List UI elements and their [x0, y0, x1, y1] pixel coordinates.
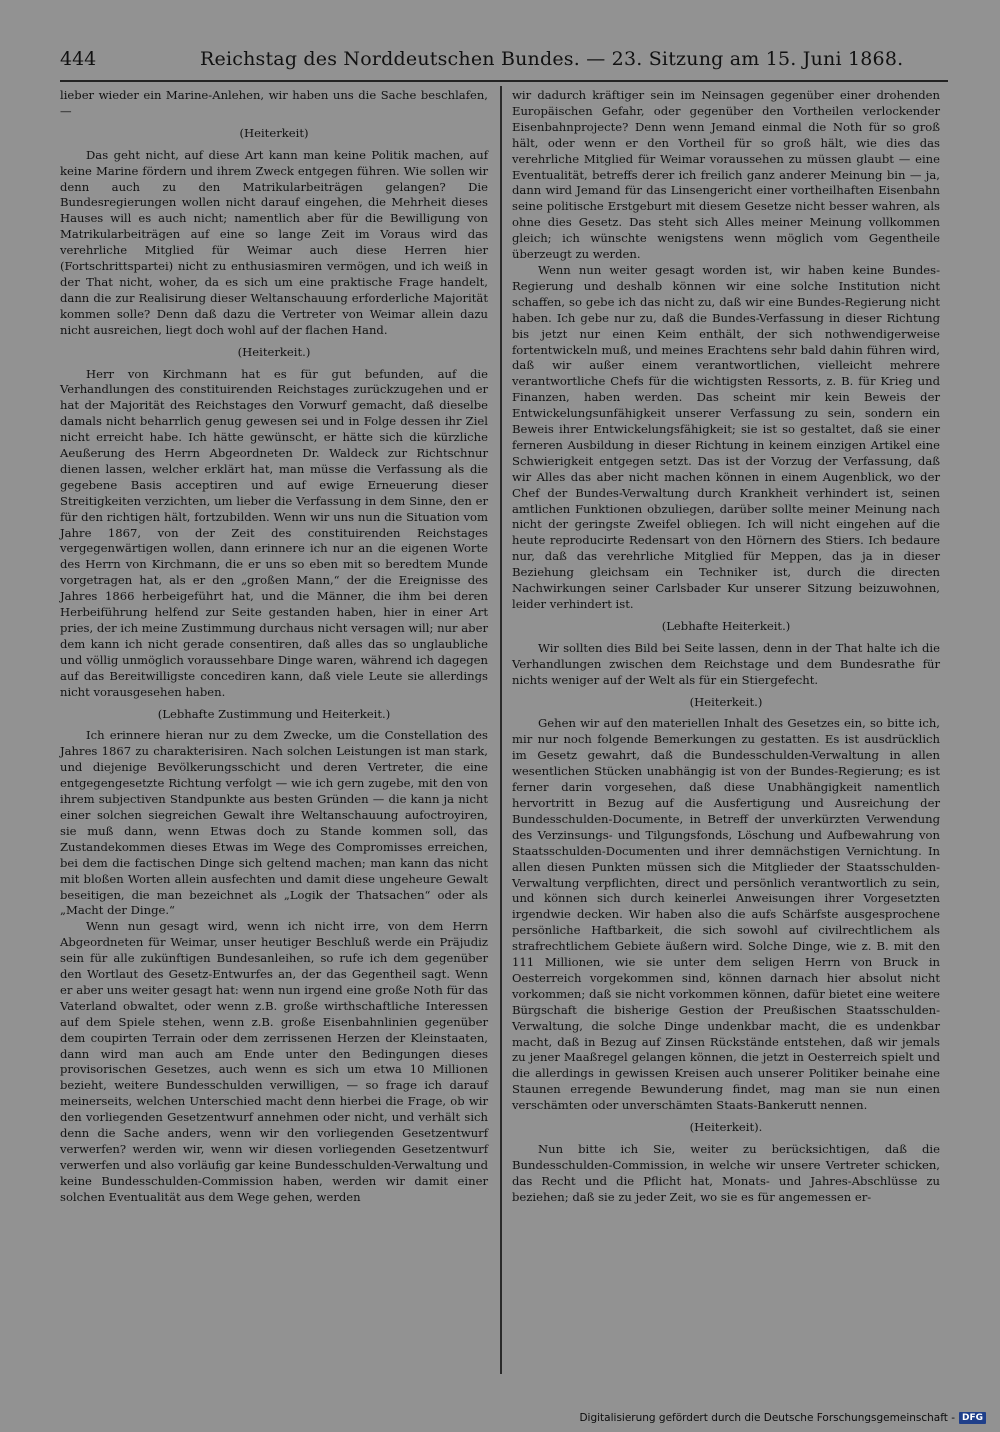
- column-divider: [500, 86, 502, 1374]
- paragraph: Das geht nicht, auf diese Art kann man keine Politik machen, auf keine Marine fördern und ihrem Zweck entgegen führen. Wie sollen wir denn auch zu den Matrikularbeiträgen gelangen? Die Bundesregierungen wollen nicht darauf eingehen, die Mehrheit dieses Hauses will es auch nicht; namentlich aber für die Bewilligung von Matrikularbeiträgen auf eine so lange Zeit im Voraus wird das verehrliche Mitglied für Weimar auch diese Herren hier (Fortschrittspartei) nicht zu enthusiasmiren vermögen, und ich weiß in der That nicht, woher, da es sich um eine praktische Frage handelt, dann die zur Realisirung dieser Weltanschauung erforderliche Majorität kommen solle? Denn daß dazu die Vertreter von Weimar allein dazu nicht ausreichen, liegt doch wohl auf der flachen Hand.: [60, 147, 488, 337]
- reaction-note: (Lebhafte Zustimmung und Heiterkeit.): [157, 706, 391, 721]
- paragraph: Wenn nun gesagt wird, wenn ich nicht irre, von dem Herrn Abgeordneten für Weimar, unser heutiger Beschluß werde ein Präjudiz sein für alle zukünftigen Bundesanleihen, so rufe ich dem gegenüber den Wortlaut des Gesetz-Entwurfes an, der das Gegentheil sagt. Wenn er aber uns weiter gesagt hat: wenn nun irgend eine große Noth für das Vaterland obwaltet, oder wenn z.B. große wirthschaftliche Interessen auf dem Spiele stehen, wenn z.B. große Eisenbahnlinien gegenüber dem coupirten Terrain oder dem zerrissenen Herzen der Kleinstaaten, dann wird man auch am Ende unter den Bedingungen dieses provisorischen Gesetzes, auch wenn es sich um etwa 10 Millionen bezieht, weitere Bundesschulden verwilligen, — so frage ich darauf meinerseits, welchen Unterschied macht denn hierbei die Frage, ob wir den vorliegenden Gesetzentwurf annehmen oder nicht, und verhält sich denn die Sache anders, wenn wir den vorliegenden Gesetzentwurf verwerfen? werden wir, wenn wir diesen vorliegenden Gesetzentwurf verwerfen und also vorläufig gar keine Bundesschulden-Verwaltung und keine Bundesschulden-Commission haben, werden wir damit einer solchen Eventualität aus dem Wege gehen, werden: [60, 919, 488, 1204]
- paragraph: Wir sollten dies Bild bei Seite lassen, denn in der That halte ich die Verhandlungen zwischen dem Reichstage und dem Bundesrathe für nichts weniger auf der Welt als für ein Stiergefecht.: [512, 640, 940, 687]
- paragraph: Wenn nun weiter gesagt worden ist, wir haben keine Bundes-Regierung und deshalb können wir eine solche Institution nicht schaffen, so gebe ich das nicht zu, daß wir eine Bundes-Regierung nicht haben. Ich gebe nur zu, daß die Bundes-Verfassung in dieser Richtung bis jetzt nur einen Keim enthält, der sich nothwendigerweise fortentwickeln muß, und meines Erachtens sehr bald dahin führen wird, daß wir außer einem verantwortlichen, vielleicht mehrere verantwortliche Chefs für die wichtigsten Ressorts, z. B. für Krieg und Finanzen, haben werden. Das scheint mir kein Beweis der Entwickelungsunfähigkeit unserer Verfassung zu sein, sondern ein Beweis ihrer Entwickelungsfähigkeit; sie ist so gestaltet, daß sie einer ferneren Ausbildung in dieser Richtung in keinem einzigen Artikel eine Schwierigkeit entgegen setzt. Das ist der Vorzug der Verfassung, daß wir Alles das aber nicht machen können in einem Augenblick, wo der Chef der Bundes-Verwaltung durch Krankheit verhindert ist, seinen amtlichen Funktionen obzuliegen, darüber sollte meiner Meinung nach nicht der geringste Zweifel obliegen. Ich will nicht eingehen auf die heute reproducirte Redensart von den Hörnern des Stiers. Ich bedaure nur, daß das verehrliche Mitglied für Meppen, das ja in dieser Beziehung gleichsam ein Techniker ist, durch die directen Nachwirkungen seiner Carlsbader Kur unserer Sitzung beizuwohnen, leider verhindert ist.: [512, 262, 940, 611]
- paragraph: Ich erinnere hieran nur zu dem Zwecke, um die Constellation des Jahres 1867 zu charakterisiren. Nach solchen Leistungen ist man stark, und diejenige Bevölkerungsschicht und deren Vertreter, die eine entgegengesetzte Richtung verfolgt — wie ich gern zugebe, mit den von ihrem subjectiven Standpunkte aus besten Gründen — die kann ja nicht einer solchen siegreichen Gewalt ihre Weltanschauung aufoctroyiren, sie muß dann, wenn Etwas doch zu Stande kommen soll, das Zustandekommen dieses Etwas im Wege des Compromisses erreichen, bei dem die factischen Dinge sich geltend machen; man kann das nicht mit bloßen Worten allein ausfechten und damit diese ungeheure Gewalt beseitigen, die man bezeichnet als „Logik der Thatsachen“ oder als „Macht der Dinge.“: [60, 728, 488, 918]
- paragraph: wir dadurch kräftiger sein im Neinsagen gegenüber einer drohenden Europäischen Gefahr, oder gegenüber den Vortheilen verlockender Eisenbahnprojecte? Denn wenn Jemand einmal die Noth für so groß hält, oder wenn er den Vortheil für so groß hält, wie dies das verehrliche Mitglied für Weimar voraussehen zu müssen glaubt — eine Eventualität, betreffs derer ich freilich ganz anderer Meinung bin — ja, dann wird Jemand für das Linsengericht einer vortheilhaften Eisenbahn seine politische Erstgeburt mit diesem Gesetze nicht besser wahren, als ohne dies Gesetz. Das steht sich Alles meiner Meinung vollkommen gleich; ich wünschte wenigstens wenn möglich vom Gegentheile überzeugt zu werden.: [512, 88, 940, 262]
- reaction-note: (Lebhafte Heiterkeit.): [661, 618, 791, 633]
- page-header: [60, 46, 948, 78]
- footer: [579, 1410, 986, 1426]
- right-column: [512, 88, 940, 1206]
- reaction-note: (Heiterkeit.): [237, 344, 311, 359]
- footer-credit: Digitalisierung gefördert durch die Deutsche Forschungsgemeinschaft -: [579, 1412, 955, 1424]
- reaction-note: (Heiterkeit).: [689, 1120, 763, 1135]
- header-rule: [60, 80, 948, 82]
- reaction-note: (Heiterkeit): [239, 125, 309, 140]
- left-column: [60, 88, 488, 1206]
- running-title: Reichstag des Norddeutschen Bundes. — 23. Sitzung am 15. Juni 1868.: [200, 48, 904, 70]
- paragraph: lieber wieder ein Marine-Anlehen, wir haben uns die Sache beschlafen, —: [60, 88, 488, 118]
- paragraph: Nun bitte ich Sie, weiter zu berücksichtigen, daß die Bundesschulden-Commission, in welche wir unsere Vertreter schicken, das Recht und die Pflicht hat, Monats- und Jahres-Abschlüsse zu beziehen; daß sie zu jeder Zeit, wo sie es für angemessen er-: [512, 1142, 940, 1204]
- dfg-logo: DFG: [959, 1412, 986, 1424]
- paragraph: Herr von Kirchmann hat es für gut befunden, auf die Verhandlungen des constituirenden Reichstages zurückzugehen und er hat der Majorität des Reichstages den Vorwurf gemacht, daß dieselbe damals nicht beharrlich genug gewesen sei und in Folge dessen ihr Ziel nicht erreicht habe. Ich hätte gewünscht, er hätte sich die kürzliche Aeußerung des Herrn Abgeordneten Dr. Waldeck zur Richtschnur dienen lassen, welcher erklärt hat, man müsse die Verfassung als die gegebene Basis acceptiren und auf ewige Erneuerung dieser Streitigkeiten verzichten, um lieber die Verfassung in dem Sinne, den er für den richtigen hält, fortzubilden. Wenn wir uns nun die Situation vom Jahre 1867, von der Zeit des constituirenden Reichstages vergegenwärtigen wollen, dann erinnere ich nur an die eigenen Worte des Herrn von Kirchmann, die er uns so eben mit so beredtem Munde vorgetragen hat, als er den „großen Mann,“ der die Ereignisse des Jahres 1866 herbeigeführt hat, und die Männer, die ihm bei deren Herbeiführung helfend zur Seite gestanden haben, hier in einer Art pries, der ich meine Zustimmung durchaus nicht versagen will; nur aber dem kann ich nicht gerade consentiren, daß alles das so unglaubliche und völlig unmöglich voraussehbare Dinge waren, während ich dagegen auf das Bereitwilligste concediren kann, daß viele Leute sie allerdings nicht vorausgesehen haben.: [60, 366, 488, 699]
- paragraph: Gehen wir auf den materiellen Inhalt des Gesetzes ein, so bitte ich, mir nur noch folgende Bemerkungen zu gestatten. Es ist ausdrücklich im Gesetz gewahrt, daß die Bundesschulden-Verwaltung in allen wesentlichen Stücken unabhängig ist von der Bundes-Regierung; es ist ferner darin vorgesehen, daß diese Unabhängigkeit namentlich hervortritt in Bezug auf die Ausfertigung und Ausreichung der Bundesschulden-Documente, in Betreff der unverkürzten Verwendung des Verzinsungs- und Tilgungsfonds, Löschung und Aufbewahrung von Staatsschulden-Documenten und ihrer demnächstigen Vernichtung. In allen diesen Punkten müssen sich die Mitglieder der Staatsschulden-Verwaltung verpflichten, direct und persönlich verantwortlich zu sein, und können sich durch keinerlei Anweisungen ihrer Vorgesetzten irgendwie decken. Wir haben also die aufs Schärfste ausgesprochene persönliche Haftbarkeit, die sich sowohl auf civilrechtlichem als strafrechtlichem Gebiete äußern wird. Solche Dinge, wie z. B. mit den 111 Millionen, wie sie unter dem seligen Herrn von Bruck in Oesterreich vorgekommen sind, können darnach hier absolut nicht vorkommen; daß sie nicht vorkommen können, dafür bietet eine weitere Bürgschaft die bisherige Gestion der Preußischen Staatsschulden-Verwaltung, die solche Dinge undenkbar macht, die es undenkbar macht, daß in Bezug auf Zinsen Rückstände entstehen, daß wir jemals zu jener Maaßregel gelangen können, die jetzt in Oesterreich spielt und die allerdings in gewissen Kreisen auch unserer Politiker beinahe eine Staunen erregende Bewunderung findet, mag man sie nun einen verschämten oder unverschämten Staats-Bankerutt nennen.: [512, 716, 940, 1113]
- reaction-note: (Heiterkeit.): [689, 694, 763, 709]
- page-number: 444: [60, 48, 97, 70]
